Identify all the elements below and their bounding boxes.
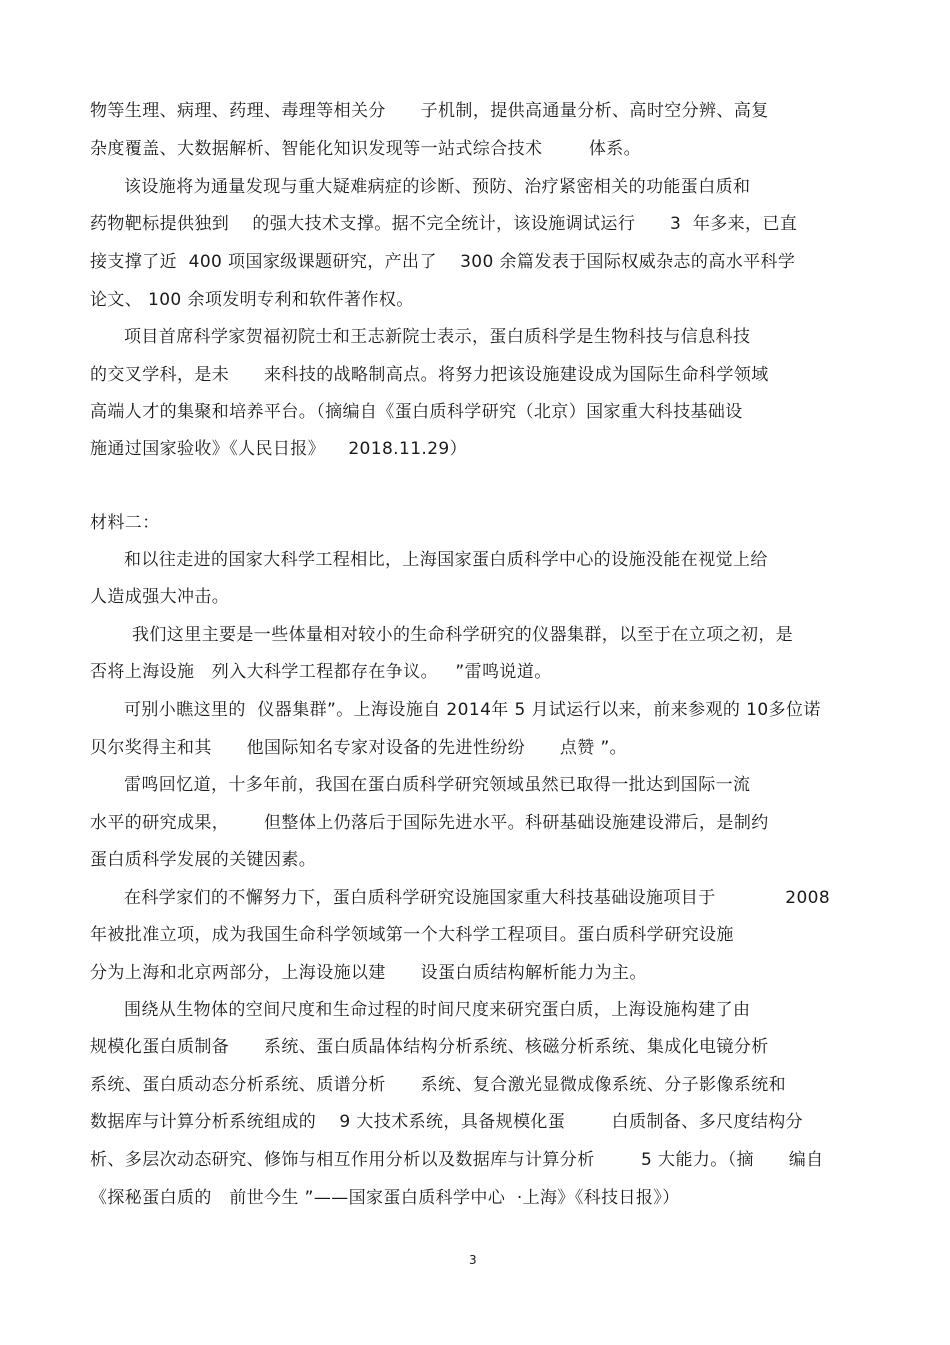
text-line: 水平的研究成果， 但整体上仍落后于国际先进水平。科研基础设施建设滞后，是制约 <box>90 813 769 833</box>
text-line: 围绕从生物体的空间尺度和生命过程的时间尺度来研究蛋白质，上海设施构建了由 <box>124 1000 751 1020</box>
text-line: 贝尔奖得主和其 他国际知名专家对设备的先进性纷纷 点赞 ”。 <box>90 738 628 758</box>
text-line: 在科学家们的不懈努力下，蛋白质科学研究设施国家重大科技基础设施项目于 2008 <box>124 888 831 908</box>
text-line: 数据库与计算分析系统组成的 9 大技术系统，具备规模化蛋 白质制备、多尺度结构分 <box>90 1112 804 1132</box>
text-line: 《探秘蛋白质的 前世今生 ”——国家蛋白质科学中心 ·上海》《科技日报》） <box>90 1188 680 1208</box>
text-line: 我们这里主要是一些体量相对较小的生命科学研究的仪器集群，以至于在立项之初，是 <box>132 625 794 645</box>
text-line: 的交叉学科，是未 来科技的战略制高点。将努力把该设施建设成为国际生命科学领域 <box>90 365 769 385</box>
section-heading: 材料二： <box>90 513 160 533</box>
text-line: 否将上海设施 列入大科学工程都存在争议。 ”雷鸣说道。 <box>90 662 552 682</box>
text-line: 接支撑了近 400 项国家级课题研究，产出了 300 余篇发表于国际权威杂志的高水平科学 <box>90 252 796 272</box>
page-number: 3 <box>469 1253 477 1267</box>
text-line: 析、多层次动态研究、修饰与相互作用分析以及数据库与计算分析 5 大能力。（摘 编自 <box>90 1150 824 1170</box>
text-line: 杂度覆盖、大数据解析、智能化知识发现等一站式综合技术 体系。 <box>90 139 642 159</box>
text-line: 高端人才的集聚和培养平台。（摘编自《蛋白质科学研究（北京）国家重大科技基础设 <box>90 402 743 422</box>
text-line: 项目首席科学家贺福初院士和王志新院士表示，蛋白质科学是生物科技与信息科技 <box>124 327 751 347</box>
text-line: 物等生理、病理、药理、毒理等相关分 子机制，提供高通量分析、高时空分辨、高复 <box>90 101 769 121</box>
text-line: 规模化蛋白质制备 系统、蛋白质晶体结构分析系统、核磁分析系统、集成化电镜分析 <box>90 1037 769 1057</box>
text-line: 该设施将为通量发现与重大疑难病症的诊断、预防、治疗紧密相关的功能蛋白质和 <box>124 177 751 197</box>
text-line: 药物靶标提供独到 的强大技术支撑。据不完全统计，该设施调试运行 3 年多来，已直 <box>90 214 798 234</box>
text-line: 论文、 100 余项发明专利和软件著作权。 <box>90 290 414 310</box>
text-line: 系统、蛋白质动态分析系统、质谱分析 系统、复合激光显微成像系统、分子影像系统和 <box>90 1075 787 1095</box>
text-line: 蛋白质科学发展的关键因素。 <box>90 850 317 870</box>
text-line: 雷鸣回忆道，十多年前，我国在蛋白质科学研究领域虽然已取得一批达到国际一流 <box>124 775 751 795</box>
text-line: 人造成强大冲击。 <box>90 587 230 607</box>
text-line: 施通过国家验收》《人民日报》 2018.11.29） <box>90 439 468 459</box>
text-line: 和以往走进的国家大科学工程相比，上海国家蛋白质科学中心的设施没能在视觉上给 <box>124 550 768 570</box>
text-line: 分为上海和北京两部分，上海设施以建 设蛋白质结构解析能力为主。 <box>90 963 647 983</box>
text-line: 年被批准立项，成为我国生命科学领域第一个大科学工程项目。蛋白质科学研究设施 <box>90 925 734 945</box>
text-line: 可别小瞧这里的 仪器集群”。上海设施自 2014年 5 月试运行以来，前来参观的 10多位诺 <box>124 700 821 720</box>
